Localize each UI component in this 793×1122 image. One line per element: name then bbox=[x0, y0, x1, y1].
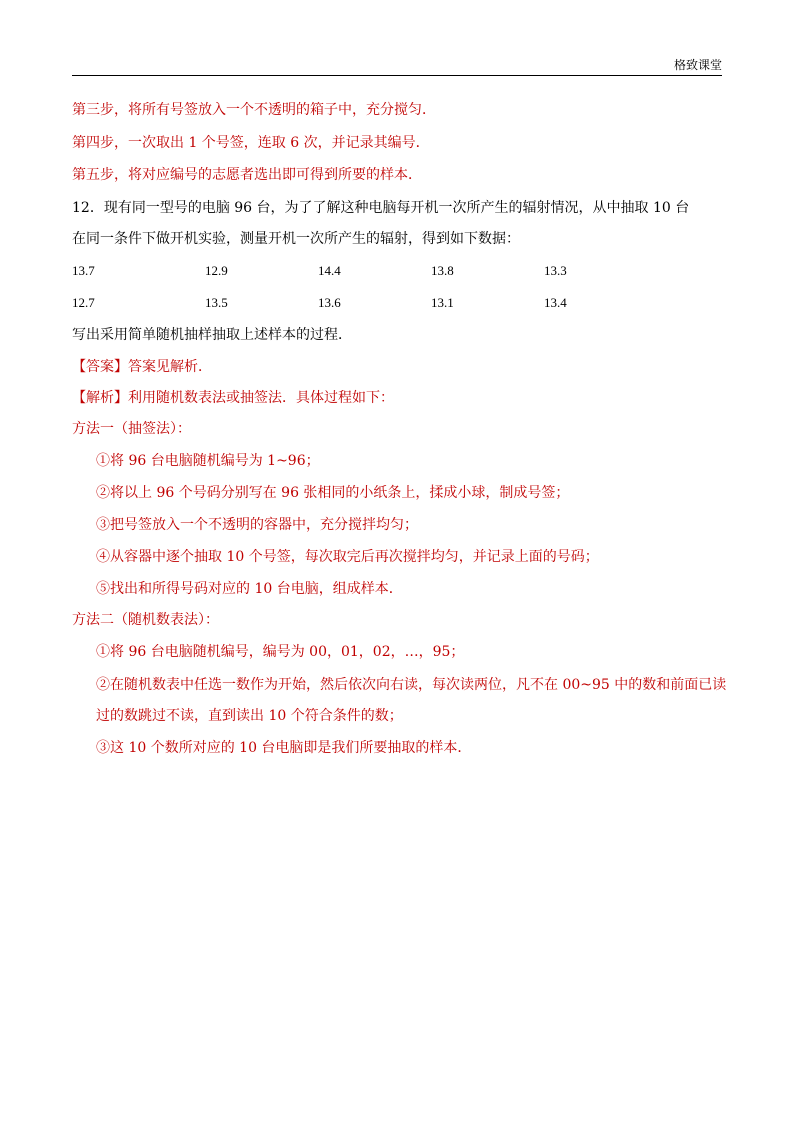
data-cell: 14.4 bbox=[318, 263, 341, 278]
step-five: 第五步，将对应编号的志愿者选出即可得到所要的样本． bbox=[72, 167, 422, 183]
method-one-step-5: ⑤找出和所得号码对应的 10 台电脑，组成样本． bbox=[96, 581, 403, 597]
method-two-title: 方法二（随机数表法）： bbox=[72, 612, 219, 628]
method-two-step-2b: 过的数跳过不读，直到读出 10 个符合条件的数； bbox=[96, 708, 403, 724]
data-cell: 12.9 bbox=[205, 263, 228, 278]
analysis-line bbox=[72, 389, 394, 407]
answer-text: 答案见解析． bbox=[128, 359, 212, 375]
data-cell: 13.4 bbox=[544, 295, 567, 310]
question-12-ask: 写出采用简单随机抽样抽取上述样本的过程． bbox=[72, 327, 352, 343]
method-one-step-3: ③把号签放入一个不透明的容器中，充分搅拌均匀； bbox=[96, 517, 418, 533]
answer-line bbox=[72, 358, 212, 376]
method-one-step-2: ②将以上 96 个号码分别写在 96 张相同的小纸条上，揉成小球，制成号签； bbox=[96, 485, 570, 501]
answer-tag: 【答案】 bbox=[72, 359, 128, 375]
analysis-tag: 【解析】 bbox=[72, 390, 128, 406]
data-cell: 13.8 bbox=[431, 263, 454, 278]
method-one-title: 方法一（抽签法）： bbox=[72, 421, 191, 437]
data-cell: 12.7 bbox=[72, 295, 95, 310]
data-cell: 13.7 bbox=[72, 263, 95, 278]
data-cell: 13.6 bbox=[318, 295, 341, 310]
header-divider bbox=[72, 75, 722, 76]
data-cell: 13.1 bbox=[431, 295, 454, 310]
method-one-step-1: ①将 96 台电脑随机编号为 1~96； bbox=[96, 453, 320, 469]
step-four: 第四步，一次取出 1 个号签，连取 6 次，并记录其编号． bbox=[72, 135, 430, 151]
method-two-step-3: ③这 10 个数所对应的 10 台电脑即是我们所要抽取的样本． bbox=[96, 740, 472, 756]
question-12-line-1: 12．现有同一型号的电脑 96 台，为了了解这种电脑每开机一次所产生的辐射情况，从中抽取 10 台 bbox=[72, 200, 690, 216]
question-12-line-2: 在同一条件下做开机实验，测量开机一次所产生的辐射，得到如下数据： bbox=[72, 231, 520, 247]
method-two-step-2a: ②在随机数表中任选一数作为开始，然后依次向右读，每次读两位，凡不在 00~95 中的数和前面已读 bbox=[96, 677, 727, 693]
method-two-step-1: ①将 96 台电脑随机编号，编号为 00，01，02，…，95； bbox=[96, 644, 465, 660]
data-cell: 13.5 bbox=[205, 295, 228, 310]
data-cell: 13.3 bbox=[544, 263, 567, 278]
page-header-brand: 格致课堂 bbox=[673, 58, 722, 72]
step-three: 第三步，将所有号签放入一个不透明的箱子中，充分搅匀． bbox=[72, 102, 436, 118]
method-one-step-4: ④从容器中逐个抽取 10 个号签，每次取完后再次搅拌均匀，并记录上面的号码； bbox=[96, 549, 599, 565]
analysis-text: 利用随机数表法或抽签法．具体过程如下： bbox=[128, 390, 394, 406]
